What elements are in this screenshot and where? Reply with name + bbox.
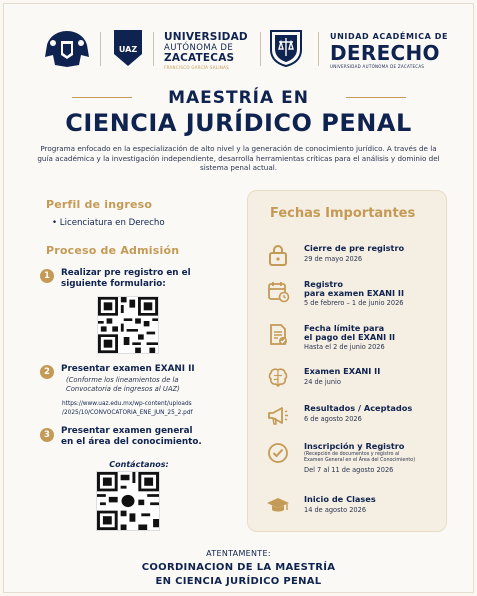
header-logos [40, 26, 449, 74]
step-3-number: 3 [40, 428, 54, 442]
uaz-badge-logo [112, 28, 144, 68]
coordination-line2: EN CIENCIA JURÍDICO PENAL [155, 576, 322, 587]
convocatoria-link-line1[interactable]: https://www.uaz.edu.mx/wp-content/uploads [62, 401, 192, 407]
poster [3, 3, 474, 593]
event-title: Inicio de Clases [304, 494, 376, 504]
event-title-line2: para examen EXANI II [304, 288, 405, 298]
event-date: 29 de mayo 2026 [304, 255, 363, 263]
event-date: Hasta el 2 de junio 2026 [304, 343, 385, 351]
megaphone-icon [266, 403, 290, 427]
unidad-academica-name [330, 32, 460, 70]
registration-qr-code[interactable] [97, 296, 159, 354]
header-divider [318, 32, 319, 66]
convocatoria-link-line2[interactable]: /2025/10/CONVOCATORIA_ENE_JUN_25_2.pdf [62, 410, 193, 416]
event-date: 14 de agosto 2026 [304, 506, 367, 514]
event-title: Registro [304, 279, 343, 289]
uaz-badge-text: UAZ [118, 45, 138, 54]
qr-code-icon [97, 472, 159, 530]
document-check-icon [266, 323, 290, 347]
step-2-sub1: (Conforme los lineamientos de la [66, 376, 179, 384]
page-title: CIENCIA JURÍDICO PENAL [65, 109, 412, 137]
event-title: Examen EXANI II [304, 366, 381, 376]
step-3-line1: Presentar examen general [61, 426, 193, 436]
coordination-line1: COORDINACION DE LA MAESTRÍA [141, 562, 336, 573]
step-3-line2: en el área del conocimiento. [61, 437, 202, 447]
event-date: 5 de febrero – 1 de junio 2026 [304, 299, 404, 307]
uni-line2: AUTÓNOMA DE [164, 43, 234, 53]
header-divider [260, 32, 261, 66]
unidad-line3: UNIVERSIDAD AUTÓNOMA DE ZACATECAS [330, 64, 425, 69]
event-date: 24 de junio [304, 378, 341, 386]
uni-line1: UNIVERSIDAD [164, 31, 248, 43]
university-name [164, 32, 274, 71]
program-description: Programa enfocado en la especialización de alto nivel y la generación de conocimiento jurídico. A través de la guía académica y la investigación independiente, desarrolla herramientas críticas para el análisis y dominio del sistema penal actual. [37, 144, 440, 172]
event-date: 6 de agosto 2026 [304, 415, 362, 423]
uni-line4: FRANCISCO GARCÍA SALINAS [164, 65, 229, 70]
event-title-line2: el pago del EXANI II [304, 332, 396, 342]
step-2-line1: Presentar examen EXANI II [61, 364, 195, 374]
event-note-line1: (Recepción de documentos y registro al [304, 452, 400, 457]
step-2-sub2: Convocatoria de ingresos al UAZ) [66, 385, 180, 393]
lock-icon [266, 243, 290, 267]
event-note-line2: Examen General en el Área del Conocimiento) [304, 458, 416, 463]
graduation-cap-icon [266, 494, 290, 518]
uaz-seal-logo [43, 29, 91, 69]
qr-code-icon [98, 297, 158, 353]
event-date: Del 7 al 11 de agosto 2026 [304, 466, 394, 474]
event-title: Resultados / Aceptados [304, 403, 413, 413]
important-dates-panel [247, 190, 447, 532]
step-1-number: 1 [40, 269, 54, 283]
step-2-number: 2 [40, 365, 54, 379]
step-1-line1: Realizar pre registro en el [61, 268, 191, 278]
unidad-line1: UNIDAD ACADÉMICA DE [330, 32, 449, 41]
uni-line3: ZACATECAS [164, 52, 235, 64]
calendar-icon [266, 279, 290, 303]
perfil-heading: Perfil de ingreso [46, 198, 153, 211]
contact-qr-code[interactable] [96, 471, 160, 531]
step-1-line2: siguiente formulario: [61, 279, 166, 289]
event-title: Fecha límite para [304, 323, 385, 333]
checkmark-icon [266, 441, 290, 465]
perfil-item: • Licenciatura en Derecho [52, 218, 165, 228]
fechas-heading: Fechas Importantes [270, 206, 416, 221]
derecho-shield-logo [268, 28, 304, 68]
unidad-line2: DERECHO [330, 41, 440, 65]
contact-heading: Contáctanos: [109, 460, 169, 469]
event-title: Cierre de pre registro [304, 243, 405, 253]
header-divider [153, 32, 154, 66]
brain-icon [266, 366, 290, 390]
proceso-heading: Proceso de Admisión [46, 244, 180, 257]
event-title: Inscripción y Registro [304, 441, 405, 451]
title-line1: MAESTRÍA EN [168, 88, 309, 108]
header-divider [100, 32, 101, 66]
atentamente-label: ATENTAMENTE: [206, 549, 271, 558]
